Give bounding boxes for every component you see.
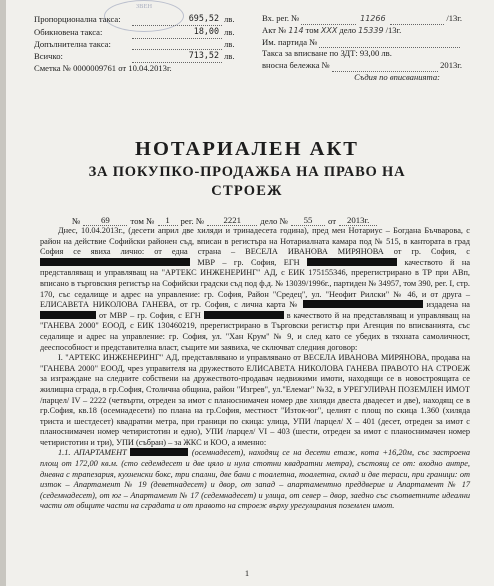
registration-year: 2013г. [339,215,377,226]
redacted-block [303,300,423,308]
document-subtitle-line2: СТРОЕЖ [211,183,283,199]
document-body [40,226,470,512]
fee-row-proportional: Пропорционална такса: 695,52 лв. [34,13,235,24]
document-title: НОТАРИАЛЕН АКТ [135,138,359,160]
page-number: 1 [244,568,250,578]
registry-incoming: Вх. рег. № 11266 /13г. [262,13,463,23]
registry-lot: Им. партида № [262,37,462,49]
paragraph-apartment: 1.1. АПАРТАМЕНТ (осемнадесет), находящ се на десети етаж, кота +16,20м, със застроена площ от 172,00 кв.м. (сто седемдесет и две цяло и нула стотни квадратни метра), състоящ се от: входно антре, дневна с трапезария, кухненски бокс, три спални, две бани с тоалетна, тоалетна, склад и две тераси, при граници: от изток – Апартамент № 19 (деветнадесет) и двор, от запад – апартаментно преддверие и Апартамент № 17 (седемнадесет), от юг – Апартамент № 17 (седемнадесет) и улица, от север – двор, заедно със съответните идеални части от общите части на сградата и от правото на строеж върху урегулирания поземлен имот. [40,448,471,511]
redacted-block [130,448,188,456]
stamp-text: ЗВЕН [135,3,153,10]
registry-tax: Такса за вписване по ЗДТ: 93,00 лв. [262,48,392,59]
invoice-number: Сметка № 0000009761 от 10.04.2013г. [34,63,172,74]
paragraph-sale: I. "АРТЕКС ИНЖЕНЕРИНГ" АД, представлявано и управлявано от ВЕСЕЛА ИВАНОВА МИРЯНОВА, продава на "ГАНЕВА 2000" ЕООД, чрез управителя на дружеството ЕЛИСАВЕТА НИКОЛОВА ГАНЕВА ПРАВОТО НА СТРОЕЖ за изграждане на следните собствени на дружеството-продавач недвижими имоти, находящи се в новостроящата се жилищна сграда, в гр.София, Столична община, район "Изгрев", ул."Елемаг" №32, в УРЕГУЛИРАН ПОЗЕМЛЕН ИМОТ /парцел/ IV – 2222 (четвърти, отреден за имот с планоснимачен номер две хиляди двеста двадесет и две), находящ се в гр.София, кв.18 (осемнадесети) по плана на гр.София, местност "Изток-юг", целият с площ по скица 1.360 (хиляда триста и шестдесет) квадратни метра, при граници по скица: улица, УПИ /парцел/ X – 401 (десет, отреден за имот с планоснимачен номер четиристотин и едно), УПИ /парцел/ VI – 403 (шести, отреден за имот с планоснимачен номер четиристотин и три), УПИ (събран) – за ЖКС и КОО, а именно: [40,353,470,447]
fee-box [34,13,244,75]
volume-number: 1 [158,215,178,226]
scan-edge [0,0,6,586]
fee-row-total: Всичко: 713,52 лв. [34,50,235,62]
redacted-block [307,258,397,266]
fee-row-additional: Допълнителна такса: лв. [34,38,235,49]
case-number: 55 [291,215,325,226]
act-number: 69 [83,215,127,226]
redacted-block [204,311,284,319]
registry-act: Акт № 114 том XXX дело 15339 /13г. [262,24,402,35]
register-number: 2221 [207,215,257,226]
paragraph-parties: Днес, 10.04.2013г., (десети април две хиляди и тринадесета година), пред мен Нотариус – Богдана Бъчварова, с район на действие Софийски районен съд, вписан в регистъра на Нотариалната камара под № 515, в кантората в град София се явиха лично: от една страна – ВЕСЕЛА ИВАНОВА МИРЯНОВА от гр. София, с МВР – гр. София, ЕГН качеството й на представляващ и управляващ на "АРТЕКС ИНЖЕНЕРИНГ" АД, с ЕИК 175155346, пререгистрирано в ТР при АВп, вписано в търговския регистър на Софийски градски съд под ф.д. № 13039/1996г., партиден № 34957, том 390, рег. I, стр. 170, със седалище и адрес на управление: гр. София, Район "Средец", ул. "Неофит Рилски" № 46, и от друга – ЕЛИСАВЕТА НИКОЛОВА ГАНЕВА, от гр. София, с лична карта № издадена на от МВР – гр. София, с ЕГН в качеството й на представляващ и управляващ на "ГАНЕВА 2000" ЕООД, с ЕИК 130460219, пререгистрирано в Търговски регистър при Агенция по вписванията, със седалище и адрес на управление: гр. София, ул. "Хан Крум" № 9, и след като се убедих в тяхната самоличност, дееспособност и представителна власт, същите ми заявиха, че сключват следния договор: [40,226,471,352]
registration-line: № 69 том № 1 рег. № 2221 дело № 55 от 2013г. [72,215,432,226]
redacted-block [40,311,96,319]
registry-receipt: вносна бележка № 2013г. [262,60,462,71]
registry-box [262,13,462,84]
fee-row-ordinary: Обикновена такса: 18,00 лв. [34,25,235,37]
redacted-block [40,258,190,266]
document-subtitle-line1: ЗА ПОКУПКО-ПРОДАЖБА НА ПРАВО НА [88,164,406,180]
judge-label: Съдия по вписванията: [354,71,440,82]
